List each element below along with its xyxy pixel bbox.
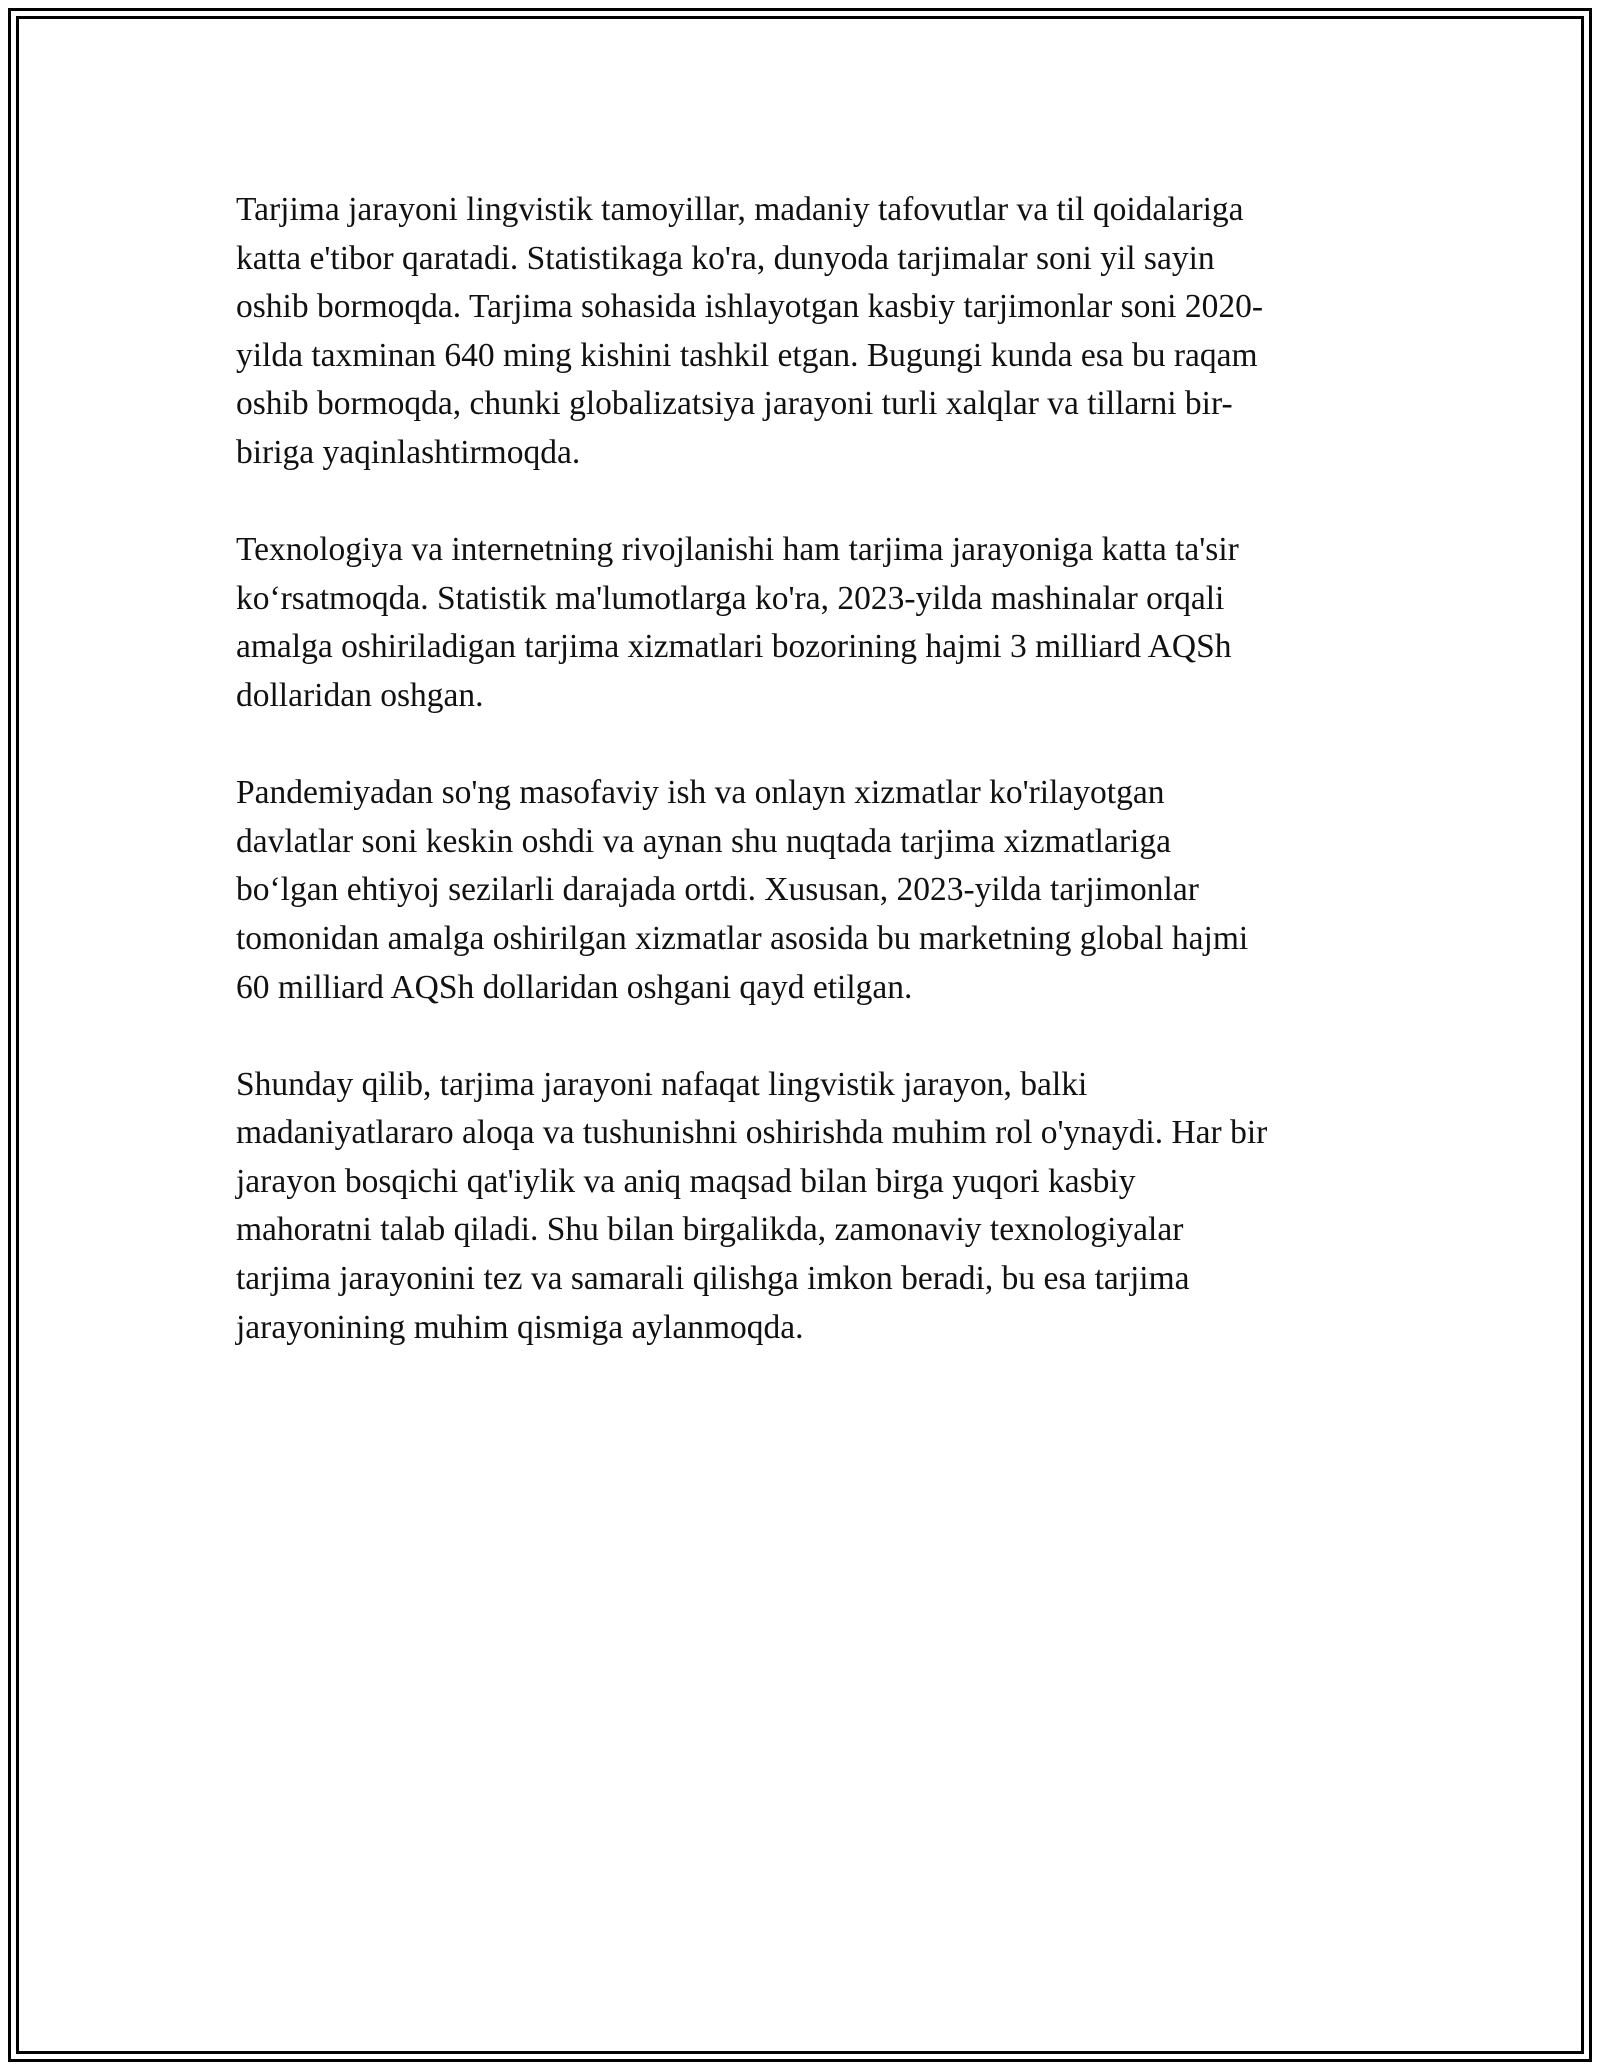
paragraph-line: Shunday qilib, tarjima jarayoni nafaqat lingvistik jarayon, balki [236, 1065, 1088, 1103]
document-body [236, 186, 1376, 1401]
paragraph-1 [236, 186, 1376, 478]
paragraph-line: amalga oshiriladigan tarjima xizmatlari bozorining hajmi 3 milliard AQSh [236, 628, 1232, 666]
paragraph-line: mahoratni talab qiladi. Shu bilan birgalikda, zamonaviy texnologiyalar [236, 1211, 1184, 1249]
paragraph-2 [236, 526, 1376, 720]
paragraph-line: yilda taxminan 640 ming kishini tashkil etgan. Bugungi kunda esa bu raqam [236, 336, 1258, 374]
paragraph-line: Pandemiyadan so'ng masofaviy ish va onlayn xizmatlar ko'rilayotgan [236, 774, 1165, 812]
paragraph-line: 60 milliard AQSh dollaridan oshgani qayd etilgan. [236, 968, 913, 1006]
paragraph-line: jarayonining muhim qismiga aylanmoqda. [236, 1308, 804, 1346]
paragraph-line: tomonidan amalga oshirilgan xizmatlar asosida bu marketning global hajmi [236, 919, 1249, 957]
paragraph-4 [236, 1061, 1376, 1353]
paragraph-line: katta e'tibor qaratadi. Statistikaga ko'ra, dunyoda tarjimalar soni yil sayin [236, 239, 1215, 277]
paragraph-line: ko‘rsatmoqda. Statistik ma'lumotlarga ko'ra, 2023-yilda mashinalar orqali [236, 579, 1225, 617]
paragraph-line: Texnologiya va internetning rivojlanishi ham tarjima jarayoniga katta ta'sir [236, 531, 1239, 569]
paragraph-line: bo‘lgan ehtiyoj sezilarli darajada ortdi. Xususan, 2023-yilda tarjimonlar [236, 871, 1199, 909]
paragraph-line: madaniyatlararo aloqa va tushunishni oshirishda muhim rol o'ynaydi. Har bir [236, 1114, 1268, 1152]
paragraph-line: tarjima jarayonini tez va samarali qilishga imkon beradi, bu esa tarjima [236, 1260, 1190, 1298]
paragraph-line: oshib bormoqda, chunki globalizatsiya jarayoni turli xalqlar va tillarni bir- [236, 385, 1233, 423]
paragraph-line: dollaridan oshgan. [236, 676, 484, 714]
paragraph-line: jarayon bosqichi qat'iylik va aniq maqsad bilan birga yuqori kasbiy [236, 1162, 1136, 1200]
paragraph-line: Tarjima jarayoni lingvistik tamoyillar, madaniy tafovutlar va til qoidalariga [236, 191, 1244, 228]
paragraph-line: biriga yaqinlashtirmoqda. [236, 433, 581, 471]
paragraph-line: davlatlar soni keskin oshdi va aynan shu nuqtada tarjima xizmatlariga [236, 822, 1171, 860]
paragraph-3 [236, 769, 1376, 1012]
paragraph-line: oshib bormoqda. Tarjima sohasida ishlayotgan kasbiy tarjimonlar soni 2020- [236, 288, 1264, 326]
